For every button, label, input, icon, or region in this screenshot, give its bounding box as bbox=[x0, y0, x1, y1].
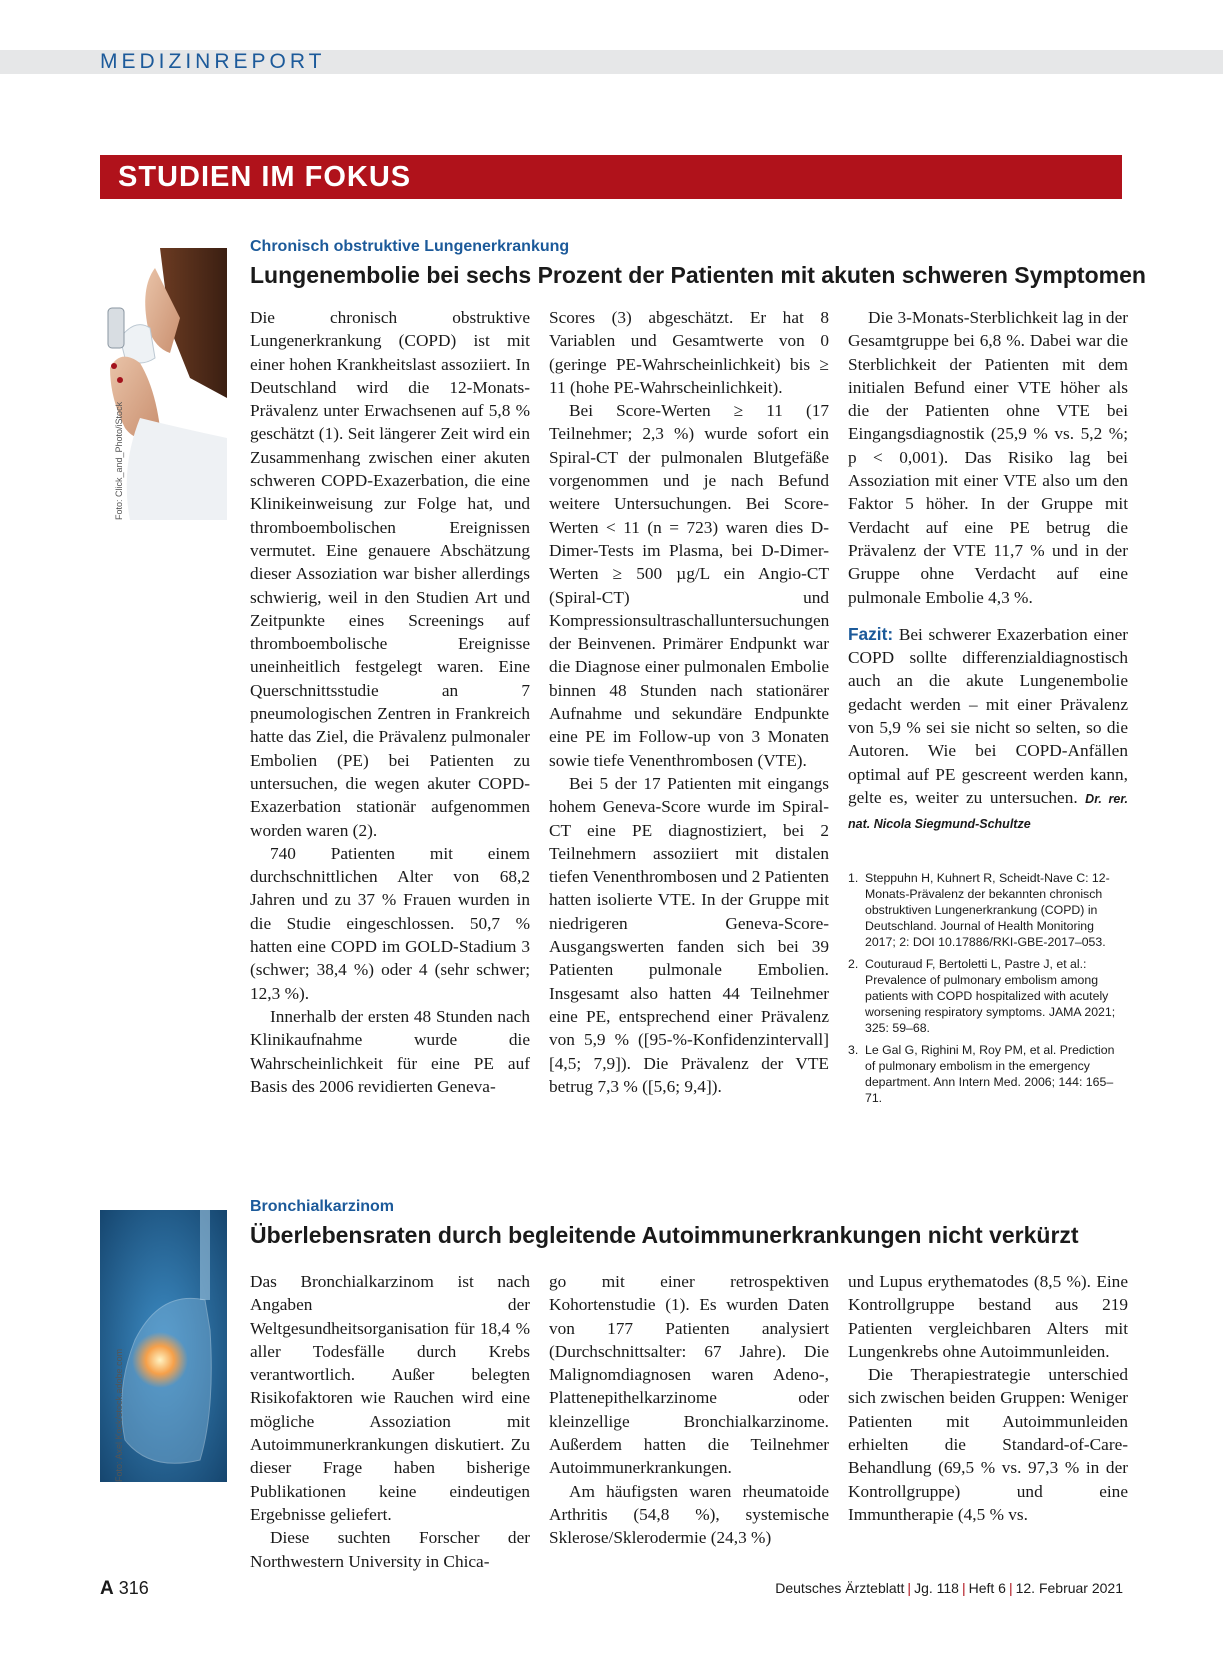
article2-headline: Überlebensraten durch begleitende Autoimmunerkrankungen nicht verkürzt bbox=[250, 1222, 1079, 1248]
fazit-text: Bei schwerer Exazerbation einer COPD sollte differenzialdiagnostisch auch an die akute Lungenembolie gedacht werden – mit einer Prävalenz von 5,9 % sei sie nicht so selten, so die Autoren. Wie bei COPD-Anfällen optimal auf PE gescreent werden kann, gelte es, weiter zu untersuchen. bbox=[848, 624, 1128, 807]
paragraph: Die chronisch obstruktive Lungenerkrankung (COPD) ist mit einer hohen Krankheitslast assoziiert. In Deutschland wird die 12-Monats-Prävalenz unter Erwachsenen auf 5,8 % geschätzt (1). Seit längerer Zeit wird ein Zusammenhang zwischen einer akuten schweren COPD-Exazerbation, die eine Klinikeinweisung zur Folge hat, und thromboembolischen Ereignissen vermutet. Eine genauere Abschätzung dieser Assoziation war bisher allerdings schwierig, weil in den Studien Art und Zeitpunkte eines Screenings auf thromboembolische Ereignisse uneinheitlich festgelegt waren. Eine Querschnittsstudie an 7 pneumologischen Zentren in Frankreich hatte das Ziel, die Prävalenz pulmonaler Embolien (PE) bei Patienten zu untersuchen, die wegen akuter COPD-Exazerbation stationär aufgenommen worden waren (2). bbox=[250, 308, 530, 840]
photo-credit: Foto: Click_and_Photo/iStock bbox=[114, 401, 124, 520]
page-prefix: A bbox=[100, 1578, 114, 1599]
article2-column-2 bbox=[549, 1270, 829, 1550]
fazit-paragraph bbox=[848, 623, 1128, 837]
references-list bbox=[848, 870, 1128, 1112]
article1-headline: Lungenembolie bei sechs Prozent der Patienten mit akuten schweren Symptomen bbox=[250, 262, 1146, 288]
paragraph: Das Bronchialkarzinom ist nach Angaben der Weltgesundheitsorganisation für 18,4 % aller Todesfälle durch Krebs verantwortlich. Außer belegten Risikofaktoren wie Rauchen wird eine mögliche Assoziation mit Autoimmunerkrankungen diskutiert. Zu dieser Frage haben bisherige Publikationen keine eindeutigen Ergebnisse geliefert. bbox=[250, 1272, 530, 1524]
paragraph: 740 Patienten mit einem durchschnittlichen Alter von 68,2 Jahren und zu 37 % Frauen wurden in die Studie eingeschlossen. 50,7 % hatten eine COPD im GOLD-Stadium 3 (schwer; 38,4 %) oder 4 (sehr schwer; 12,3 %). bbox=[250, 843, 530, 1003]
article1-kicker: Chronisch obstruktive Lungenerkrankung bbox=[250, 238, 570, 255]
paragraph: Bei 5 der 17 Patienten mit eingangs hohem Geneva-Score wurde im Spiral-CT eine PE diagnostiziert, bei 2 Teilnehmern assoziiert mit distalen tiefen Venenthrombosen und 2 Patienten hatten isolierte VTE. In der Gruppe mit niedrigeren Geneva-Score-Ausgangswerten fanden sich bei 39 Patienten pulmonale Embolien. Insgesamt also hatten 44 Teilnehmer eine PE, entsprechend einer Prävalenz von 5,9 % ([95-%-Konfidenzintervall] [4,5; 7,9]). Die Prävalenz der VTE betrug 7,3 % ([5,6; 9,4]). bbox=[549, 773, 829, 1096]
journal-name: Deutsches Ärzteblatt bbox=[775, 1580, 905, 1596]
journal-footer: Deutsches Ärzteblatt | Jg. 118 | Heft 6 | 12. Februar 2021 bbox=[775, 1580, 1123, 1596]
paragraph: und Lupus erythematodes (8,5 %). Eine Kontrollgruppe bestand aus 219 Patienten vergleichbaren Alters mit Lungenkrebs ohne Autoimmunleiden. bbox=[848, 1272, 1128, 1361]
article2-column-1 bbox=[250, 1270, 530, 1573]
article1-column-3 bbox=[848, 306, 1128, 837]
paragraph: Die Therapiestrategie unterschied sich zwischen beiden Gruppen: Weniger Patienten mit Autoimmunleiden erhielten die Standard-of-Care-Behandlung (69,5 % vs. 97,3 % in der Kontrollgruppe) und eine Immuntherapie (4,5 % vs. bbox=[848, 1365, 1128, 1524]
article2-column-3 bbox=[848, 1270, 1128, 1526]
paragraph: Am häufigsten waren rheumatoide Arthritis (54,8 %), systemische Sklerose/Sklerodermie (24,3 %) bbox=[549, 1481, 829, 1548]
page-number-value: 316 bbox=[118, 1578, 149, 1598]
paragraph: Diese suchten Forscher der Northwestern University in Chica- bbox=[250, 1528, 530, 1571]
reference-number: 3. bbox=[848, 1043, 859, 1057]
paragraph: Bei Score-Werten ≥ 11 (17 Teilnehmer; 2,3 %) wurde sofort ein Spiral-CT der pulmonalen Blutgefäße vorgenommen und je nach Befund weitere Untersuchungen. Bei Score-Werten < 11 (n = 723) waren dies D-Dimer-Tests im Plasma, bei D-Dimer-Werten ≥ 500 µg/L ein Angio-CT (Spiral-CT) und Kompressionsultraschalluntersuchungen der Beinvenen. Primärer Endpunkt war die Diagnose einer pulmonalen Embolie binnen 48 Stunden nach stationärer Aufnahme und sekundäre Endpunkte eine PE im Follow-up von 3 Monaten sowie tiefe Venenthrombosen (VTE). bbox=[549, 401, 830, 770]
paragraph: Scores (3) abgeschätzt. Er hat 8 Variablen und Gesamtwerte von 0 (geringe PE-Wahrscheinlichkeit) bis ≥ 11 (hohe PE-Wahrscheinlichkeit). bbox=[549, 308, 829, 397]
page-number bbox=[100, 1578, 149, 1600]
banner bbox=[100, 155, 1122, 199]
reference-text: Couturaud F, Bertoletti L, Pastre J, et al.: Prevalence of pulmonary embolism among patients with COPD hospitalized with acutely worsening respiratory symptoms. JAMA 2021; 325: 59–68. bbox=[865, 957, 1116, 1035]
paragraph: Innerhalb der ersten 48 Stunden nach Klinikaufnahme wurde die Wahrscheinlichkeit für eine PE auf Basis des 2006 revidierten Geneva- bbox=[250, 1006, 530, 1096]
article2-kicker: Bronchialkarzinom bbox=[250, 1198, 395, 1215]
reference-item bbox=[848, 956, 1128, 1036]
reference-number: 2. bbox=[848, 957, 859, 971]
reference-item bbox=[848, 1042, 1128, 1106]
paragraph: Die 3-Monats-Sterblichkeit lag in der Gesamtgruppe bei 6,8 %. Dabei war die Sterblichkeit der Patienten mit dem initialen Befund einer VTE höher als die der Patienten ohne VTE bei Eingangsdiagnostik (25,9 % vs. 5,2 %; p < 0,001). Das Risiko lag bei Assoziation mit einer VTE also um den Faktor 5 höher. In der Gruppe mit Verdacht auf eine PE betrug die Prävalenz der VTE 11,7 % und in der Gruppe ohne Verdacht auf eine pulmonale Embolie 4,3 %. bbox=[848, 308, 1128, 607]
author-name: Dr. rer. nat. Nicola Siegmund-Schultze bbox=[848, 791, 1128, 832]
article1-column-1 bbox=[250, 306, 530, 1098]
reference-text: Steppuhn H, Kuhnert R, Scheidt-Nave C: 12-Monats-Prävalenz der bekannten chronisch obstruktiven Lungenerkrankung (COPD) in Deutschland. Journal of Health Monitoring 2017; 2: DOI 10.17886/RKI-GBE-2017–053. bbox=[865, 871, 1110, 949]
banner-title: STUDIEN IM FOKUS bbox=[118, 161, 412, 193]
journal-issue: Heft 6 bbox=[968, 1580, 1006, 1596]
reference-item bbox=[848, 870, 1128, 950]
journal-volume: Jg. 118 bbox=[914, 1580, 959, 1596]
fazit-label: Fazit: bbox=[848, 623, 894, 644]
reference-number: 1. bbox=[848, 871, 859, 885]
article1-column-2 bbox=[549, 306, 829, 1098]
journal-date: 12. Februar 2021 bbox=[1015, 1580, 1123, 1596]
photo-credit: Foto: Axel Kock/stock.adobe.com bbox=[114, 1348, 124, 1482]
section-label: MEDIZINREPORT bbox=[100, 50, 326, 73]
paragraph: go mit einer retrospektiven Kohortenstudie (1). Es wurden Daten von 177 Patienten analysiert (Durchschnittsalter: 67 Jahre). Die Malignomdiagnosen waren Adeno-, Plattenepithelkarzinome oder kleinzellige Bronchialkarzinome. Außerdem hatten die Teilnehmer Autoimmunerkrankungen. bbox=[549, 1272, 829, 1478]
reference-text: Le Gal G, Righini M, Roy PM, et al. Prediction of pulmonary embolism in the emergency department. Ann Intern Med. 2006; 144: 165–71. bbox=[865, 1043, 1115, 1105]
